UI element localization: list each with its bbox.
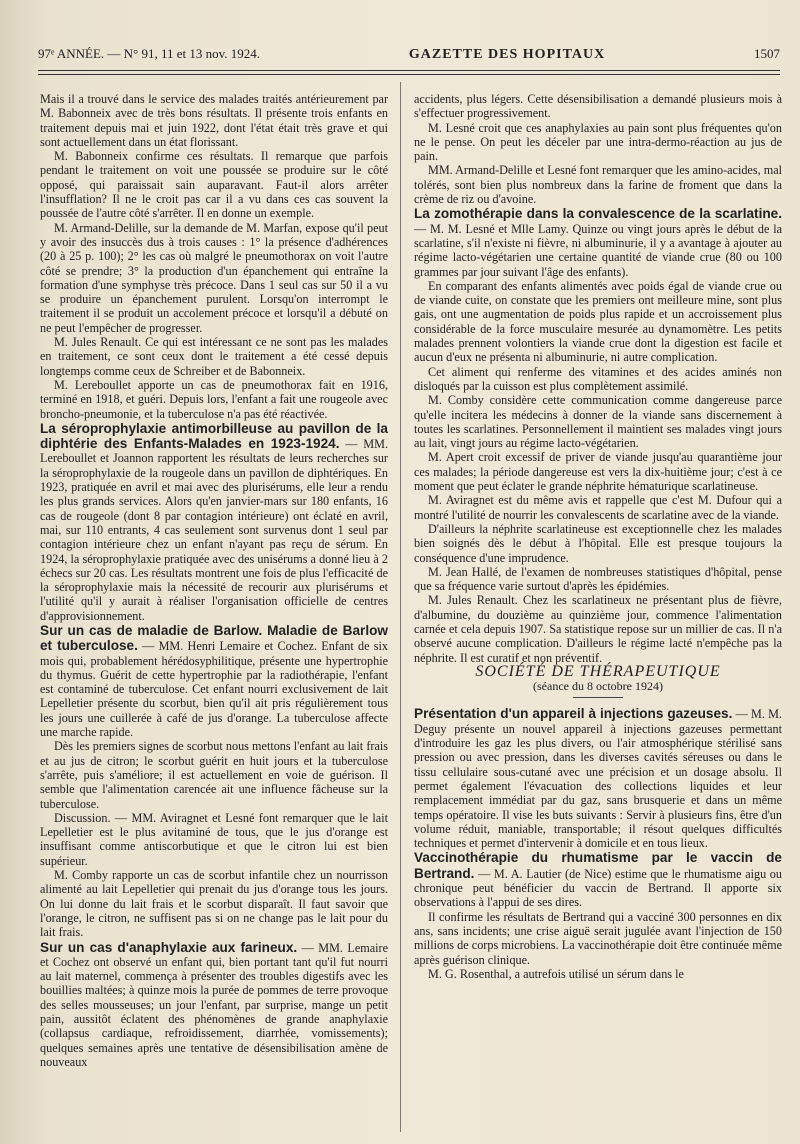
society-title: SOCIÉTÉ DE THÉRAPEUTIQUE [475,662,721,680]
paragraph: M. Lereboullet apporte un cas de pneumothorax fait en 1916, terminé en 1918, et guéri. Depuis lors, l'enfant a fait une rougeole avec broncho-pneumonie, et la tuberculose n'a pas été réactivée. [40,377,388,421]
right-column [414,92,782,1138]
paragraph: M. G. Rosenthal, a autrefois utilisé un sérum dans le [428,966,684,981]
paragraph: accidents, plus légers. Cette désensibilisation a demandé plusieurs mois à s'effectuer progressivement. [414,92,782,121]
short-divider [573,697,623,698]
paragraph: M. Comby considère cette communication comme dangereuse parce qu'elle incitera les médecins à donner de la viande sans discernement à toutes les scarlatines. Personnellement il maintient ses malades vingt jours au lait, vingt jours au régime lacto-végétarien. [414,393,782,451]
section-heading: Présentation d'un appareil à injections gazeuses. [414,706,733,722]
page-number: 1507 [754,46,780,61]
issue-line: 97ᵉ ANNÉE. — N° 91, 11 et 13 nov. 1924. [38,46,261,61]
paragraph: M. Armand-Delille, sur la demande de M. Marfan, expose qu'il peut y avoir des insuccès dus à trois causes : 1° la présence d'adhérences (20 à 25 p. 100); 2° les cas où malgré le pneumothorax on voit l'autre côté se prendre; 3° la production d'un épanchement qui entraîne la formation d'une symphyse très précoce. Dans 1 seul cas sur 50 il a vu se produire un épanchement purulent. Lorsqu'on interrompt le traitement il se produit un accolement précoce et lorsqu'il a débuté on ne peut l'empêcher de progresser. [40,220,388,335]
paragraph: MM. Armand-Delille et Lesné font remarquer que les amino-acides, mal tolérés, sont bien plus nombreux dans la farine de froment que dans la crème de riz ou d'avoine. [414,163,782,207]
paragraph: M. Aviragnet est du même avis et rappelle que c'est M. Dufour qui a montré l'utilité de nourrir les convalescents de scarlatine avec de la viande. [414,493,782,522]
paragraph: Dès les premiers signes de scorbut nous mettons l'enfant au lait frais et au jus de citron; le scorbut guérit en huit jours et la tuberculose s'arrête, puis s'améliore; il est actuellement en voie de guérison. Il semble que l'alimentation carencée ait une influence fâcheuse sur la tuberculose. [40,739,388,811]
paragraph: En comparant des enfants alimentés avec poids égal de viande crue ou de viande cuite, on constate que les premiers ont meilleure mine, sont plus gais, ont une augmentation de poids plus rapide et un accroissement plus considérable de la force musculaire mesurée au dynamomètre. Les petits malades prennent volontiers la viande crue dont la digestion est facile et aucun d'eux ne présenta ni albuminurie, ni autre complication. [414,278,782,365]
column-divider [400,82,401,1132]
section-text: — M. A. Lautier (de Nice) estime que le rhumatisme aigu ou chronique peut bénéficier du vaccin de Bertrand. Il apporte six observations à l'appui de ses dires. [414,866,782,910]
section-heading: Vaccinothérapie du rhumatisme par le vaccin de Bertrand. [414,850,782,881]
paragraph: Discussion. — MM. Aviragnet et Lesné font remarquer que le lait Lepelletier est le plus avitaminé de tous, que le jus d'orange est insuffisant comme antiscorbutique et que le citron lui est bien supérieur. [40,810,388,868]
section-text: — MM. Lereboullet et Joannon rapportent les résultats de leurs recherches sur la séroprophylaxie de la rougeole dans un pavillon de diphtériques. En 1923, pratiquée en avril et mai avec des plurisérums, elle leur a rendu les plus grands services. Alors qu'en janvier-mars sur 180 enfants, 16 cas de rougeole (dont 8 par contagion intérieure) ont éclaté en avril, mai, sur 110 entrants, 4 cas seulement sont survenus dont 1 seul par contagion intérieure chez un enfant n'ayant pas reçu de sérum. En 1924, la séroprophylaxie pratiquée avec des unisérums a donné lieu à 2 échecs sur 20 cas. Les résultats montrent une fois de plus l'efficacité de la séroprophylaxie mais la nécessité de recourir aux plurisérums et l'utilité qu'il y aurait à réaliser l'organisation officielle de centres d'approvisionnement. [40,437,388,623]
paragraph: M. Apert croit excessif de priver de viande jusqu'au quarantième jour ces malades; la période dangereuse est vers la dix-huitième jour; c'est à ce moment que peut éclater le grande néphrite hématurique scarlatineuse. [414,450,782,494]
paragraph: D'ailleurs la néphrite scarlatineuse est exceptionnelle chez les malades bien soignés dès le début à l'hôpital. Elle est presque toujours la conséquence d'une imprudence. [414,521,782,565]
paragraph: Mais il a trouvé dans le service des malades traités antérieurement par M. Babonneix avec de très bons résultats. Il présente trois enfants en traitement depuis mai et juin 1922, dont l'état était très grave et qui sont actuellement dans un état florissant. [40,92,388,149]
paragraph: Il confirme les résultats de Bertrand qui a vacciné 300 personnes en dix ans, sans incidents; une crise aiguë serait jugulée avant l'injection de 150 millions de corps microbiens. La vaccinothérapie doit être continuée même après guérison clinique. [414,909,782,967]
section-heading: La séroprophylaxie antimorbilleuse au pavillon de la diphtérie des Enfants-Malades en 1923-1924. [40,420,388,452]
paragraph: M. Jean Hallé, de l'examen de nombreuses statistiques d'hôpital, pense que sa fréquence varie surtout d'après les épidémies. [414,564,782,594]
paragraph: Cet aliment qui renferme des vitamines et des acides aminés non disloqués par la cuisson est plus complètement assimilé. [414,364,782,393]
seance-date: (séance du 8 octobre 1924) [533,679,663,694]
paragraph: M. Jules Renault. Ce qui est intéressant ce ne sont pas les malades en traitement, ce sont ceux dont le traitement a été cessé depuis longtemps comme ceux de Schreiber et de Babonneix. [40,335,388,378]
page-header [38,46,780,68]
paragraph: M. Jules Renault. Chez les scarlatineux ne présentant plus de fièvre, d'albumine, du douzième au quinzième jour, commence l'alimentation carnée et cela depuis 1907. Sa statistique repose sur un millier de cas. Il n'a observé aucune complication. D'ailleurs le régime lacté n'empêche pas la néphrite. Il est curatif et non préventif. [414,593,782,665]
section-heading: Sur un cas de maladie de Barlow. Maladie de Barlow et tuberculose. [40,622,388,654]
section-text: — M. M. Lesné et Mlle Lamy. Quinze ou vingt jours après le début de la scarlatine, s'il n'existe ni fièvre, ni albuminurie, il y a avantage à ajouter au régime lacto-végétarien une certaine quantité de viande crue (80 ou 100 grammes par jour suivant l'âge des enfants). [414,221,782,279]
paragraph: M. Lesné croit que ces anaphylaxies au pain sont plus fréquentes qu'on ne le pense. On peut les déceler par une intra-dermo-réaction au jus de pain. [414,120,782,164]
section-heading: La zomothérapie dans la convalescence de la scarlatine. [414,206,782,222]
section-heading: Sur un cas d'anaphylaxie aux farineux. [40,939,298,955]
header-rule [38,70,780,71]
paragraph: M. Comby rapporte un cas de scorbut infantile chez un nourrisson alimenté au lait Lepelletier qui prenait du jus d'orange tous les jours. On lui donne du lait frais et le scorbut disparaît. Il faut savoir que l'orange, le citron, ne suffisent pas si on ne change pas le lait pour du lait frais. [40,868,388,940]
section-text: — MM. Henri Lemaire et Cochez. Enfant de six mois qui, probablement hérédosyphilitique, présente une hypertrophie du thymus. Guérit de cette hypertrophie par la radiothérapie, l'enfant est contaminé de tuberculose. Cet enfant nourri exclusivement de lait Lepelletier présente du scorbut, bien qu'il ait pris régulièrement tous les jours une cuillerée à café de jus d'orange. La tuberculose affecte une marche rapide. [40,639,388,740]
section-text: — M. M. Deguy présente un nouvel appareil à injections gazeuses permettant d'introduire les gaz les plus divers, ou l'air atmosphérique stérilisé sans pression ou avec pression, dans les diverses cavités séreuses ou dans le tissu cellulaire sous-cutané avec une précision et un dosage absolu. Il permet également l'évacuation des collections liquides et leur remplacement immédiat par du gaz, sans brusquerie et dans un même temps opératoire. Il vise les buts suivants : Servir à plusieurs fins, être d'un volume réduit, maniable, transportable; il résout quelques difficultés techniques et permet d'intervenir à domicile et en tous lieux. [414,707,782,851]
header-rule-thin [38,74,780,75]
journal-title: GAZETTE DES HOPITAUX [408,47,606,62]
section-text: — MM. Lemaire et Cochez ont observé un enfant qui, bien portant tant qu'il fut nourri au lait maternel, commença à présenter des troubles digestifs avec les bouillies maltées; à quinze mois la purée de pommes de terre provoque des selles mousseuses; un jour l'enfant, par surprise, mange un petit pain, aussitôt éclatent des phénomènes de grande anaphylaxie (collapsus cardiaque, refroidissement, diarrhée, vomissements); quelques semaines après une tentative de désensibilisation amène de nouveaux [40,940,388,1069]
left-column [40,92,388,1138]
paragraph: M. Babonneix confirme ces résultats. Il remarque que parfois pendant le traitement on voit une poussée se produire sur le côté opposé, qui paraissait sain auparavant. Faut-il alors arrêter l'insufflation? Il ne le croit pas car il a vu dans ces cas souvent la poussée de l'autre côté s'arrêter. Il en donne un exemple. [40,149,388,221]
